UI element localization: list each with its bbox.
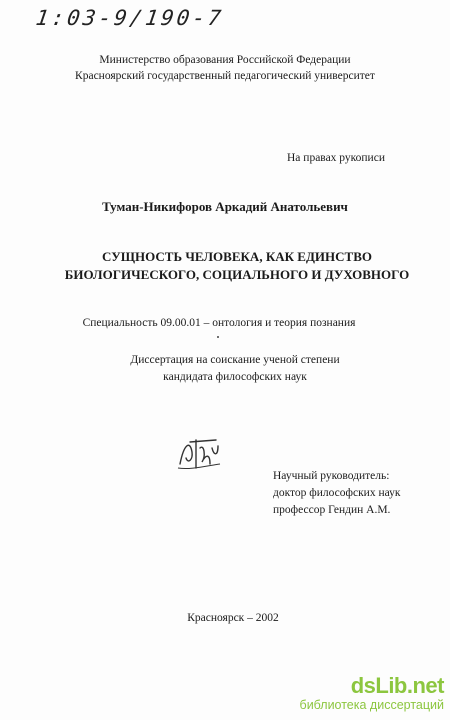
degree-statement xyxy=(10,352,450,386)
title-line-1: СУЩНОСТЬ ЧЕЛОВЕКА, КАК ЕДИНСТВО xyxy=(102,249,372,264)
title-line-2: БИОЛОГИЧЕСКОГО, СОЦИАЛЬНОГО И ДУХОВНОГО xyxy=(64,267,410,282)
supervisor-label: Научный руководитель: xyxy=(273,470,390,482)
degree-line-2: кандидата философских наук xyxy=(163,371,307,383)
supervisor-degree: доктор философских наук xyxy=(273,487,401,499)
university-line: Красноярский государственный педагогический университет xyxy=(75,70,375,82)
scan-speck xyxy=(217,336,219,338)
watermark-logo-main: dsLib xyxy=(350,673,407,698)
signature-mark xyxy=(176,434,222,474)
watermark-tagline: библиотека диссертаций xyxy=(299,698,444,712)
degree-line-1: Диссертация на соискание ученой степени xyxy=(130,354,340,366)
city-year: Красноярск – 2002 xyxy=(187,612,279,624)
ministry-header xyxy=(0,52,450,84)
supervisor-name: профессор Гендин А.М. xyxy=(273,504,391,516)
author-name: Туман-Никифоров Аркадий Анатольевич xyxy=(102,199,348,214)
watermark-logo-suffix: .net xyxy=(406,673,444,698)
dslib-watermark xyxy=(300,674,444,713)
specialty-line: Специальность 09.00.01 – онтология и теория познания xyxy=(82,317,356,329)
watermark-logo xyxy=(300,674,444,698)
supervisor-block xyxy=(273,468,400,519)
dissertation-title xyxy=(12,248,450,284)
ministry-line: Министерство образования Российской Федерации xyxy=(99,54,351,66)
manuscript-note: На правах рукописи xyxy=(287,152,385,164)
handwritten-call-number: 1:03-9/190-7 xyxy=(34,6,226,30)
